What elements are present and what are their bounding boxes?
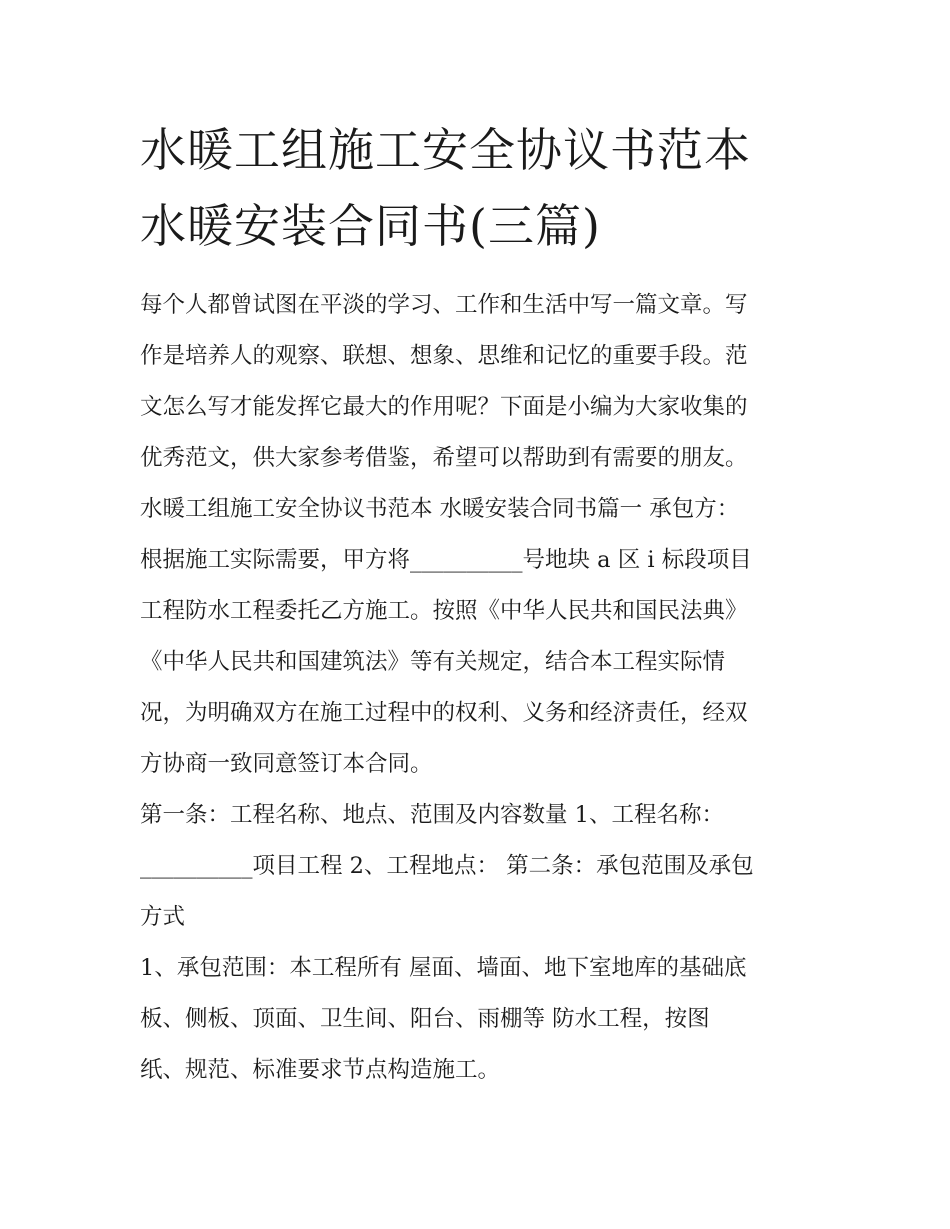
body-line: 纸、规范、标准要求节点构造施工。 — [140, 1057, 501, 1083]
document-title — [140, 112, 840, 264]
body-line: 方协商一致同意签订本合同。 — [140, 751, 433, 777]
body-line: 工程防水工程委托乙方施工。按照《中华人民共和国民法典》 — [140, 598, 748, 624]
body-line: 《中华人民共和国建筑法》等有关规定，结合本工程实际情 — [140, 649, 726, 675]
body-line: 1、承包范围：本工程所有 屋面、墙面、地下室地库的基础底 — [140, 955, 747, 981]
body-line: 水暖工组施工安全协议书范本 水暖安装合同书篇一 承包方： — [140, 496, 740, 522]
body-line: 作是培养人的观察、联想、想象、思维和记忆的重要手段。范 — [140, 343, 748, 369]
body-line: 文怎么写才能发挥它最大的作用呢？下面是小编为大家收集的 — [140, 394, 748, 420]
body-line: 方式 — [140, 904, 186, 930]
body-line: 第一条：工程名称、地点、范围及内容数量 1、工程名称： — [140, 802, 724, 828]
body-line: __________项目工程 2、工程地点： 第二条：承包范围及承包 — [140, 853, 754, 879]
body-line: 根据施工实际需要，甲方将__________号地块 a 区 i 标段项目 — [140, 547, 752, 573]
body-line: 优秀范文，供大家参考借鉴，希望可以帮助到有需要的朋友。 — [140, 445, 748, 471]
title-line: 水暖工组施工安全协议书范本 — [140, 123, 751, 177]
document-body — [140, 280, 830, 1096]
body-line: 况，为明确双方在施工过程中的权利、义务和经济责任，经双 — [140, 700, 748, 726]
title-line: 水暖安装合同书(三篇) — [140, 199, 601, 253]
body-line: 板、侧板、顶面、卫生间、阳台、雨棚等 防水工程，按图 — [140, 1006, 710, 1032]
body-line: 每个人都曾试图在平淡的学习、工作和生活中写一篇文章。写 — [140, 292, 748, 318]
